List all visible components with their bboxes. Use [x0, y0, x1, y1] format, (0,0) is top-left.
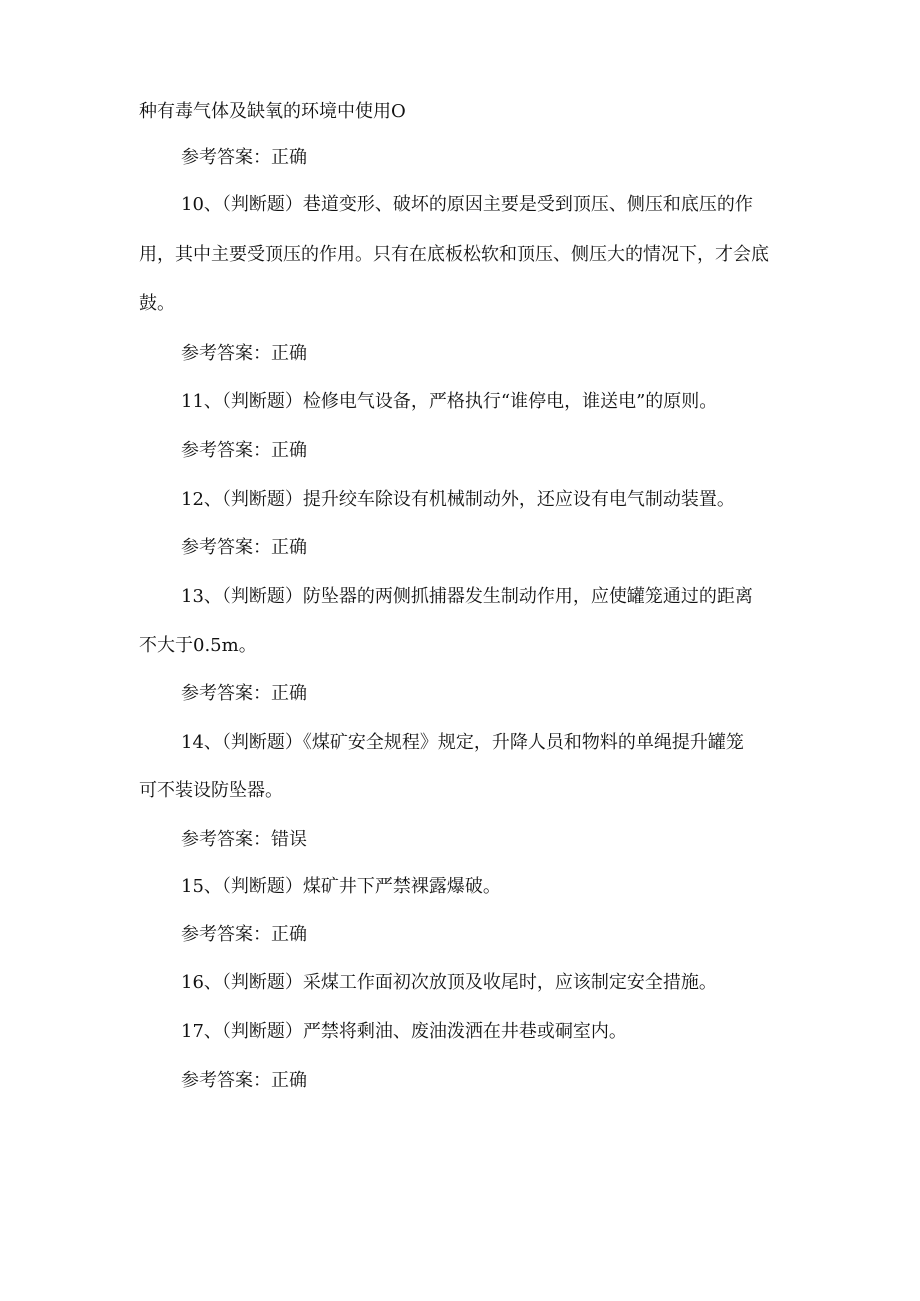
question-12: 12、（判断题）提升绞车除设有机械制动外，还应设有电气制动装置。 [181, 489, 735, 510]
question-10-line-2: 用，其中主要受顶压的作用。只有在底板松软和顶压、侧压大的情况下，才会底 [139, 244, 769, 265]
answer-line: 参考答案：正确 [181, 147, 307, 168]
text-line-continuation: 种有毒气体及缺氧的环境中使用O [139, 101, 406, 122]
question-16: 16、（判断题）采煤工作面初次放顶及收尾时，应该制定安全措施。 [181, 972, 717, 993]
question-14-line-2: 可不装设防坠器。 [139, 780, 283, 801]
question-15: 15、（判断题）煤矿井下严禁裸露爆破。 [181, 876, 501, 897]
answer-line: 参考答案：错误 [181, 829, 307, 850]
answer-line: 参考答案：正确 [181, 924, 307, 945]
answer-line: 参考答案：正确 [181, 440, 307, 461]
question-10-line-1: 10、（判断题）巷道变形、破坏的原因主要是受到顶压、侧压和底压的作 [181, 194, 753, 215]
question-17: 17、（判断题）严禁将剩油、废油泼洒在井巷或硐室内。 [181, 1021, 627, 1042]
answer-line: 参考答案：正确 [181, 343, 307, 364]
answer-line: 参考答案：正确 [181, 537, 307, 558]
question-13-line-1: 13、（判断题）防坠器的两侧抓捕器发生制动作用，应使罐笼通过的距离 [181, 586, 753, 607]
question-10-line-3: 鼓。 [139, 293, 175, 314]
question-13-line-2: 不大于0.5m。 [139, 635, 257, 656]
question-14-line-1: 14、（判断题）《煤矿安全规程》规定，升降人员和物料的单绳提升罐笼 [181, 732, 744, 753]
answer-line: 参考答案：正确 [181, 683, 307, 704]
answer-line: 参考答案：正确 [181, 1070, 307, 1091]
question-11: 11、（判断题）检修电气设备，严格执行“谁停电，谁送电”的原则。 [181, 391, 718, 412]
